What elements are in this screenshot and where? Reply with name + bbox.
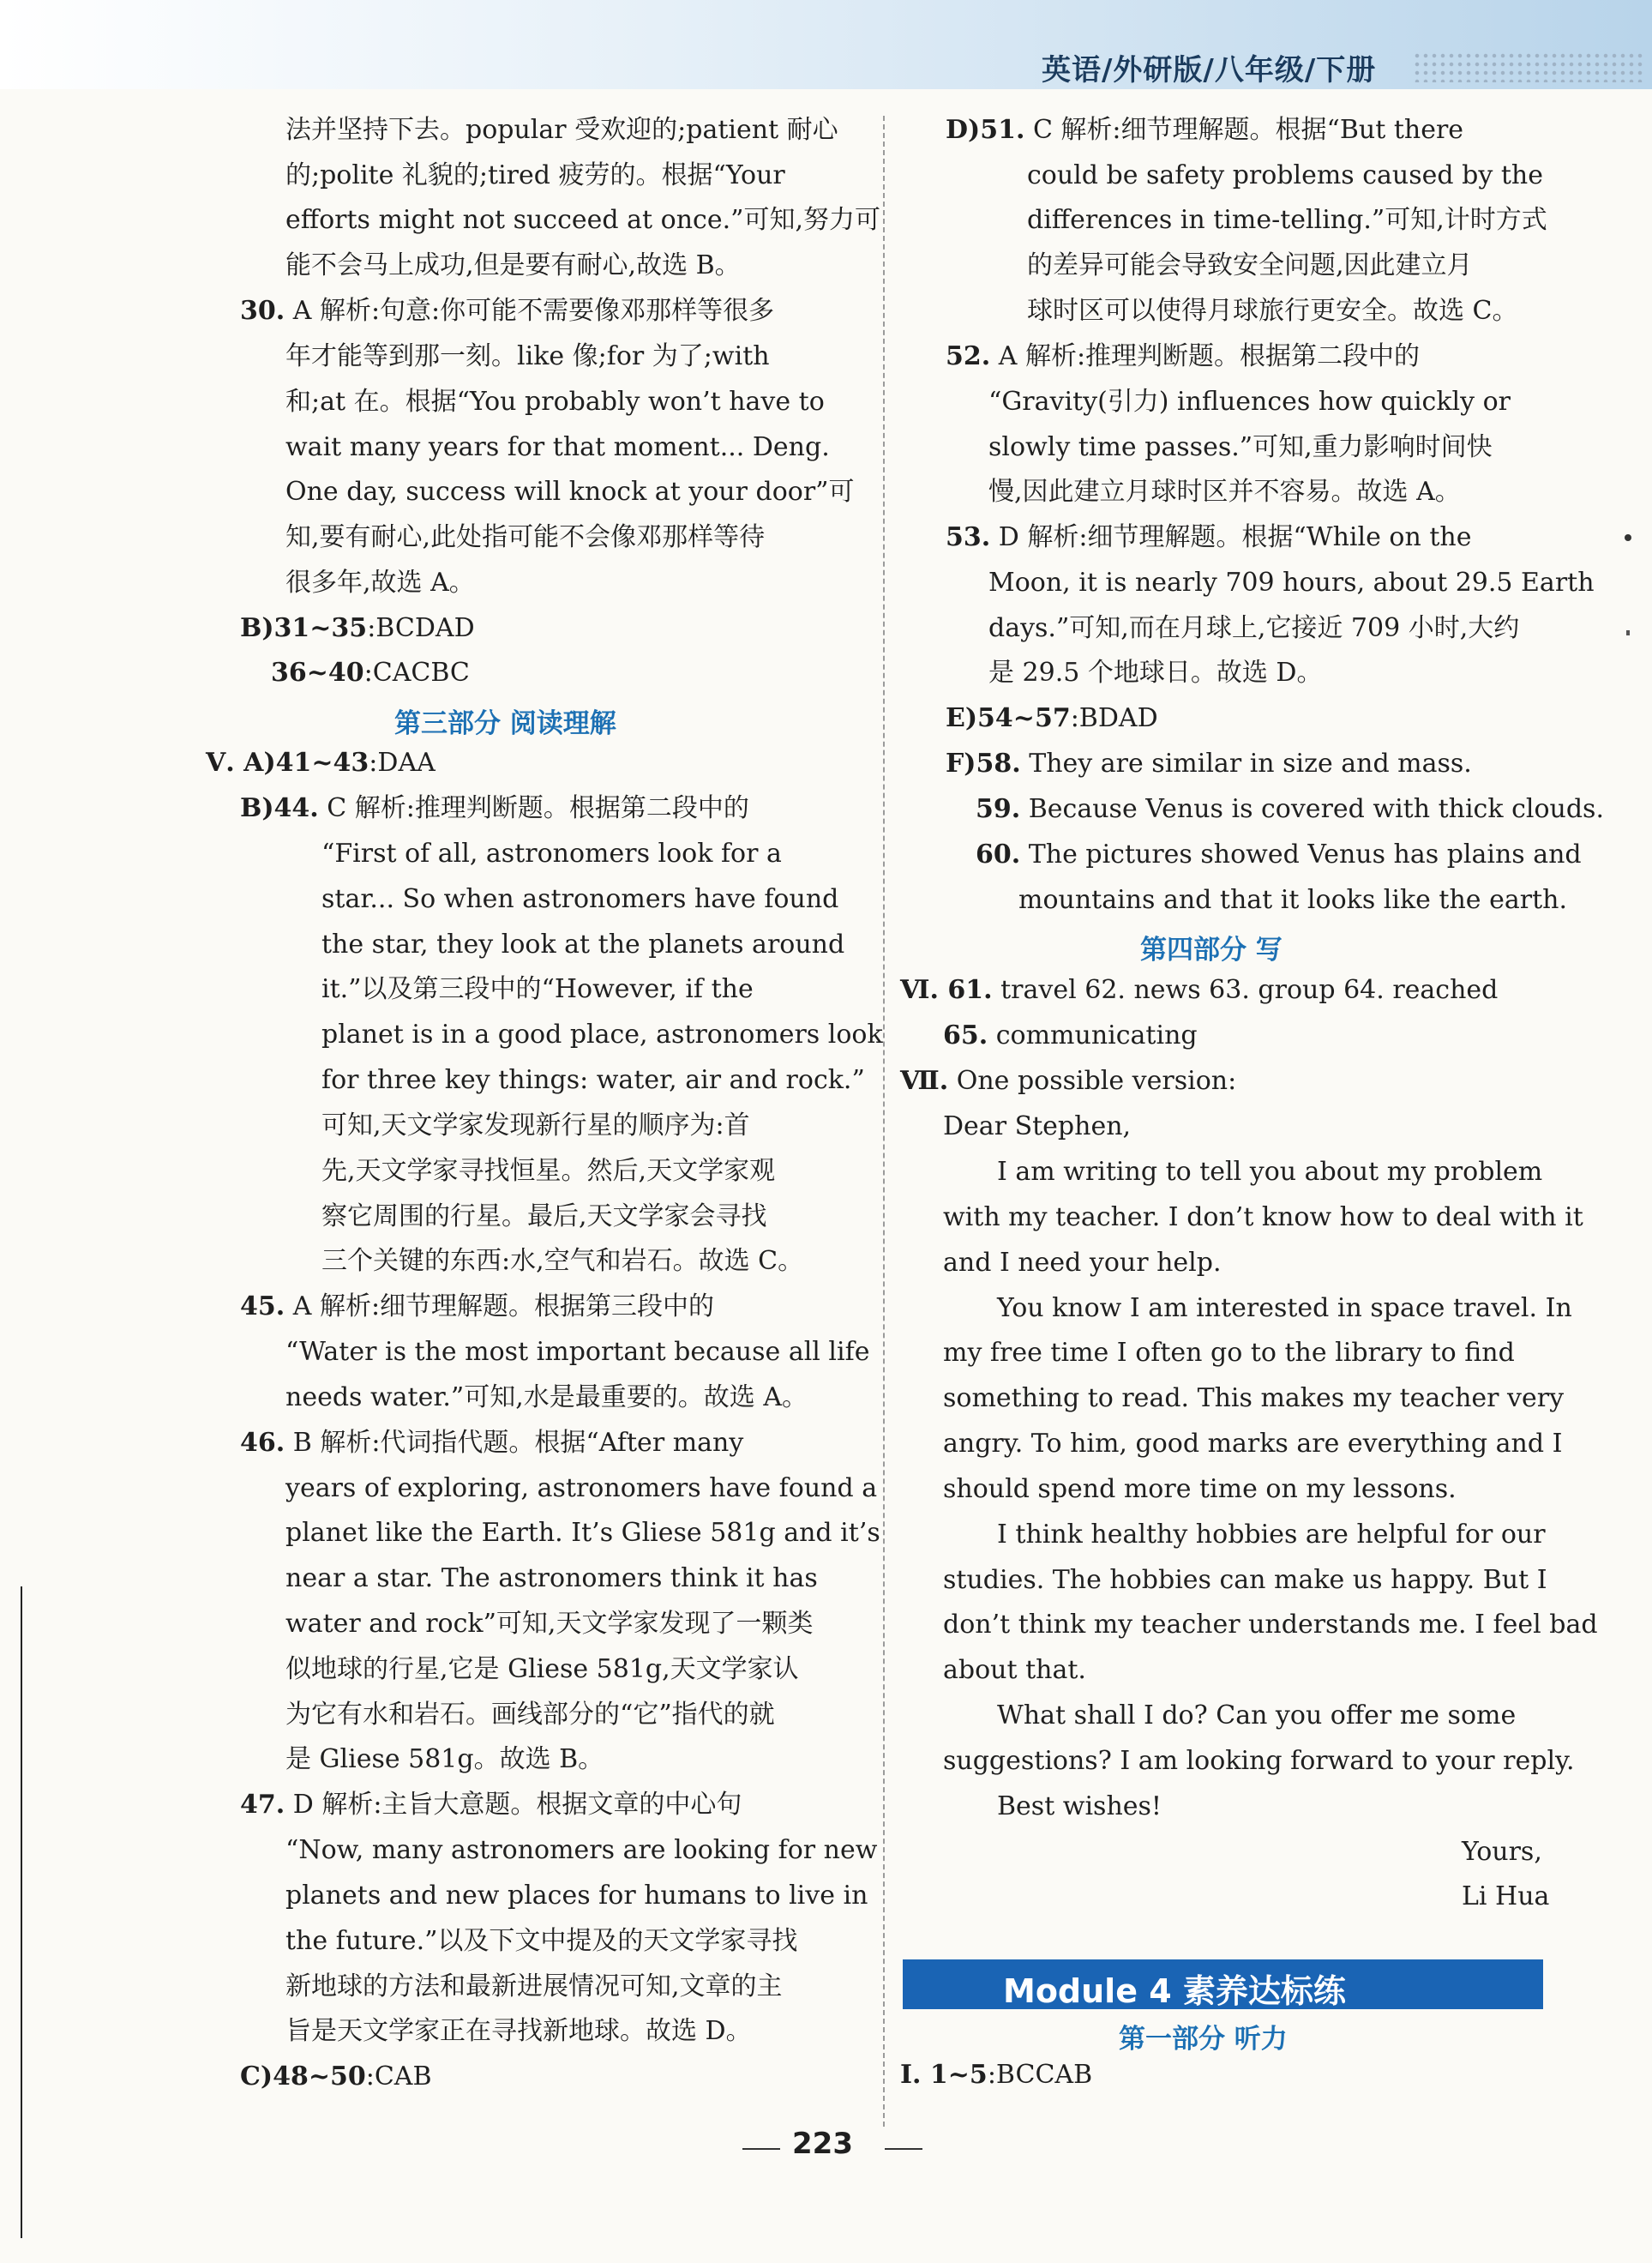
- answer-number: E)54~57: [946, 703, 1071, 733]
- answer-number: Ⅵ. 61.: [900, 975, 993, 1005]
- line-text: 是 29.5 个地球日。故选 D。: [988, 658, 1323, 688]
- text-line: [321, 1018, 883, 1052]
- text-line: [206, 746, 436, 780]
- line-text: The pictures showed Venus has plains and: [1020, 840, 1582, 870]
- line-text: I think healthy hobbies are helpful for our: [997, 1520, 1546, 1550]
- text-line: [1027, 159, 1543, 193]
- line-text: studies. The hobbies can make us happy. But I: [943, 1565, 1547, 1595]
- text-line: [946, 113, 1463, 147]
- text-line: [285, 1335, 869, 1369]
- header-title: 英语/外研版/八年级/下册: [1042, 53, 1377, 87]
- line-text: :DAA: [369, 748, 436, 778]
- line-text: I am writing to tell you about my problem: [997, 1157, 1543, 1187]
- answer-number: 60.: [976, 840, 1021, 870]
- text-line: [240, 1426, 743, 1460]
- margin-mark-2: [1626, 630, 1630, 635]
- answer-number: B)31~35: [240, 613, 368, 643]
- line-text: A 解析:句意:你可能不需要像邓那样等很多: [285, 296, 775, 326]
- line-text: D 解析:细节理解题。根据“While on the: [990, 522, 1472, 552]
- line-text: 为它有水和岩石。画线部分的“它”指代的就: [285, 1700, 775, 1730]
- line-text: 和;at 在。根据“You probably won’t have to: [285, 387, 825, 417]
- line-text: 的差异可能会导致安全问题,因此建立月: [1027, 250, 1473, 280]
- text-line: [321, 928, 844, 962]
- answer-number: 59.: [976, 794, 1021, 824]
- line-text: days.”可知,而在月球上,它接近 709 小时,大约: [988, 613, 1520, 643]
- text-line: [285, 475, 855, 509]
- line-text: and I need your help.: [943, 1248, 1222, 1278]
- line-text: differences in time-telling.”可知,计时方式: [1027, 205, 1547, 235]
- text-line: [946, 521, 1471, 555]
- line-text: 慢,因此建立月球时区并不容易。故选 A。: [988, 477, 1461, 507]
- answer-number: D)51.: [946, 115, 1025, 145]
- answer-number: 45.: [240, 1291, 285, 1321]
- text-line: [943, 1472, 1457, 1507]
- answer-number: F)58.: [946, 749, 1021, 779]
- text-line: [1027, 249, 1473, 283]
- text-line: [271, 656, 470, 690]
- line-text: 球时区可以使得月球旅行更安全。故选 C。: [1027, 296, 1518, 326]
- text-line: [321, 882, 838, 917]
- line-text: slowly time passes.”可知,重力影响时间快: [988, 432, 1493, 462]
- line-text: should spend more time on my lessons.: [943, 1474, 1457, 1504]
- text-line: [943, 1246, 1222, 1280]
- text-line: [1462, 1880, 1549, 1914]
- text-line: [943, 1653, 1086, 1688]
- line-text: A 解析:推理判断题。根据第二段中的: [990, 341, 1421, 371]
- text-line: [988, 611, 1519, 646]
- answer-number: 65.: [943, 1020, 988, 1050]
- line-text: the star, they look at the planets around: [321, 930, 845, 960]
- text-line: [997, 1518, 1546, 1552]
- text-line: [900, 2058, 1092, 2092]
- text-line: [285, 1924, 797, 1959]
- text-line: [946, 340, 1420, 374]
- line-text: 三个关键的东西:水,空气和岩石。故选 C。: [321, 1246, 804, 1276]
- text-line: [285, 1879, 868, 1913]
- line-text: 年才能等到那一刻。like 像;for 为了;with: [285, 341, 770, 371]
- answer-number: Ⅶ.: [900, 1066, 949, 1096]
- line-text: communicating: [988, 1020, 1198, 1050]
- text-line: [988, 430, 1493, 465]
- answer-number: C)48~50: [240, 2061, 366, 2091]
- line-text: 先,天文学家寻找恒星。然后,天文学家观: [321, 1156, 776, 1186]
- answer-number: B)44.: [240, 793, 319, 823]
- line-text: C 解析:推理判断题。根据第二段中的: [318, 793, 749, 823]
- text-line: [240, 611, 475, 646]
- text-line: [976, 792, 1604, 827]
- text-line: [900, 1064, 1236, 1098]
- text-line: [285, 430, 830, 465]
- text-line: [943, 1608, 1598, 1642]
- text-line: [943, 1563, 1547, 1598]
- line-text: Best wishes!: [997, 1791, 1162, 1821]
- line-text: angry. To him, good marks are everything and I: [943, 1429, 1563, 1459]
- line-text: 很多年,故选 A。: [285, 568, 475, 598]
- text-line: [900, 973, 1498, 1008]
- text-line: [285, 203, 880, 238]
- line-text: “First of all, astronomers look for a: [321, 839, 782, 869]
- line-text: You know I am interested in space travel. In: [997, 1293, 1572, 1323]
- text-line: [285, 1516, 880, 1550]
- answer-number: 52.: [946, 341, 991, 371]
- text-line: [997, 1790, 1162, 1824]
- text-line: [240, 1788, 742, 1822]
- line-text: They are similar in size and mass.: [1020, 749, 1472, 779]
- text-line: [997, 1155, 1542, 1189]
- text-line: [321, 972, 754, 1007]
- text-line: [988, 566, 1595, 600]
- line-text: C 解析:细节理解题。根据“But there: [1024, 115, 1464, 145]
- text-line: [946, 747, 1472, 781]
- text-line: [943, 1744, 1575, 1779]
- line-text: Moon, it is nearly 709 hours, about 29.5 Earth: [988, 568, 1595, 598]
- text-line: [943, 1381, 1564, 1416]
- answer-number: 30.: [240, 296, 285, 326]
- page-number: 223: [792, 2127, 853, 2161]
- text-line: [943, 1019, 1198, 1053]
- line-text: 似地球的行星,它是 Gliese 581g,天文学家认: [285, 1654, 799, 1684]
- text-line: [321, 1154, 775, 1189]
- line-text: water and rock”可知,天文学家发现了一颗类: [285, 1609, 814, 1639]
- line-text: :BCCAB: [987, 2060, 1093, 2090]
- text-line: [988, 656, 1322, 690]
- text-line: [943, 1201, 1583, 1235]
- line-text: Because Venus is covered with thick clouds.: [1020, 794, 1604, 824]
- text-line: [997, 1699, 1516, 1733]
- text-line: [943, 1336, 1515, 1370]
- text-line: [240, 791, 749, 826]
- line-text: years of exploring, astronomers have found a: [285, 1473, 878, 1503]
- text-line: [321, 1063, 865, 1098]
- text-line: [1027, 203, 1547, 238]
- line-text: Dear Stephen,: [943, 1111, 1132, 1141]
- line-text: efforts might not succeed at once.”可知,努力可: [285, 205, 880, 235]
- line-text: could be safety problems caused by the: [1027, 160, 1543, 190]
- answer-number: 47.: [240, 1790, 285, 1820]
- line-text: my free time I often go to the library to find: [943, 1338, 1515, 1368]
- text-line: [285, 566, 475, 600]
- text-line: [943, 1110, 1131, 1144]
- line-text: wait many years for that moment... Deng.: [285, 432, 830, 462]
- line-text: near a star. The astronomers think it has: [285, 1563, 818, 1593]
- line-text: “Now, many astronomers are looking for new: [285, 1835, 878, 1865]
- text-line: [285, 385, 825, 419]
- text-line: [285, 1698, 775, 1732]
- margin-mark: [1625, 534, 1631, 541]
- text-line: [285, 1652, 799, 1687]
- text-line: [321, 837, 782, 871]
- text-line: [285, 1562, 818, 1596]
- line-text: 能不会马上成功,但是要有耐心,故选 B。: [285, 250, 741, 280]
- line-text: it.”以及第三段中的“However, if the: [321, 974, 754, 1004]
- answer-number: 36~40: [271, 658, 364, 688]
- text-line: [285, 340, 770, 374]
- text-line: [285, 1833, 877, 1868]
- line-text: about that.: [943, 1655, 1086, 1685]
- line-text: planet is in a good place, astronomers look: [321, 1020, 883, 1050]
- line-text: What shall I do? Can you offer me some: [997, 1700, 1517, 1730]
- text-line: [1018, 883, 1567, 918]
- line-text: for three key things: water, air and rock.”: [321, 1065, 865, 1095]
- text-line: [285, 1742, 604, 1777]
- line-text: D 解析:主旨大意题。根据文章的中心句: [285, 1790, 742, 1820]
- text-line: [285, 113, 838, 147]
- line-text: 新地球的方法和最新进展情况可知,文章的主: [285, 1971, 783, 2001]
- line-text: 察它周围的行星。最后,天文学家会寻找: [321, 1201, 767, 1231]
- section-heading-reading: 第三部分 阅读理解: [394, 708, 616, 739]
- text-line: [946, 701, 1158, 736]
- text-line: [988, 385, 1511, 419]
- text-line: [285, 521, 765, 555]
- text-line: [285, 159, 785, 193]
- text-line: [285, 2014, 752, 2049]
- line-text: needs water.”可知,水是最重要的。故选 A。: [285, 1382, 808, 1412]
- text-line: [943, 1427, 1562, 1461]
- answer-number: 46.: [240, 1428, 285, 1458]
- page-number-dash-right: [885, 2148, 922, 2150]
- text-line: [285, 1472, 877, 1506]
- text-line: [1462, 1835, 1542, 1869]
- text-line: [240, 2060, 432, 2094]
- text-line: [976, 838, 1582, 872]
- line-text: A 解析:细节理解题。根据第三段中的: [285, 1291, 715, 1321]
- line-text: :BDAD: [1070, 703, 1158, 733]
- line-text: 旨是天文学家正在寻找新地球。故选 D。: [285, 2016, 752, 2046]
- line-text: “Water is the most important because all life: [285, 1337, 870, 1367]
- answer-number: 53.: [946, 522, 991, 552]
- line-text: 法并坚持下去。popular 受欢迎的;patient 耐心: [285, 115, 838, 145]
- line-text: the future.”以及下文中提及的天文学家寻找: [285, 1926, 798, 1956]
- line-text: 的;polite 礼貌的;tired 疲劳的。根据“Your: [285, 160, 785, 190]
- section-heading-writing: 第四部分 写: [1140, 935, 1283, 966]
- line-text: star... So when astronomers have found: [321, 884, 839, 914]
- line-text: :CACBC: [363, 658, 470, 688]
- text-line: [997, 1291, 1572, 1326]
- header-dot-pattern: [1413, 51, 1644, 82]
- answer-number: Ⅰ. 1~5: [900, 2060, 988, 2090]
- line-text: with my teacher. I don’t know how to deal with it: [943, 1202, 1583, 1232]
- line-text: something to read. This makes my teacher very: [943, 1383, 1565, 1413]
- text-line: [285, 1381, 808, 1415]
- text-line: [240, 294, 774, 328]
- answer-number: Ⅴ. A)41~43: [206, 748, 369, 778]
- line-text: One day, success will knock at your door”可: [285, 477, 855, 507]
- page-number-dash-left: [742, 2148, 780, 2150]
- section-heading-listening: 第一部分 听力: [1119, 2024, 1288, 2055]
- line-text: “Gravity(引力) influences how quickly or: [988, 387, 1511, 417]
- line-text: suggestions? I am looking forward to your reply.: [943, 1746, 1575, 1776]
- line-text: :BCDAD: [367, 613, 475, 643]
- text-line: [321, 1200, 767, 1234]
- line-text: don’t think my teacher understands me. I feel bad: [943, 1610, 1598, 1640]
- line-text: travel 62. news 63. group 64. reached: [992, 975, 1499, 1005]
- text-line: [240, 1290, 714, 1324]
- line-text: B 解析:代词指代题。根据“After many: [285, 1428, 744, 1458]
- line-text: planets and new places for humans to live in: [285, 1881, 868, 1911]
- text-line: [321, 1244, 803, 1279]
- line-text: 可知,天文学家发现新行星的顺序为:首: [321, 1110, 750, 1141]
- line-text: :CAB: [365, 2061, 432, 2091]
- line-text: One possible version:: [948, 1066, 1237, 1096]
- binding-edge: [21, 1586, 22, 2238]
- text-line: [988, 475, 1461, 509]
- text-line: [321, 1109, 750, 1143]
- line-text: Yours,: [1462, 1837, 1542, 1867]
- text-line: [285, 1607, 813, 1641]
- text-line: [285, 1970, 783, 2004]
- line-text: mountains and that it looks like the earth.: [1018, 885, 1567, 915]
- text-line: [285, 249, 741, 283]
- column-divider: [883, 116, 885, 2127]
- line-text: 是 Gliese 581g。故选 B。: [285, 1744, 604, 1774]
- header-bar: [0, 0, 1652, 89]
- line-text: Li Hua: [1462, 1881, 1550, 1911]
- line-text: planet like the Earth. It’s Gliese 581g and it’s: [285, 1518, 880, 1548]
- text-line: [1027, 294, 1518, 328]
- module-title: Module 4 素养达标练: [1003, 1972, 1346, 2010]
- line-text: 知,要有耐心,此处指可能不会像邓那样等待: [285, 522, 766, 552]
